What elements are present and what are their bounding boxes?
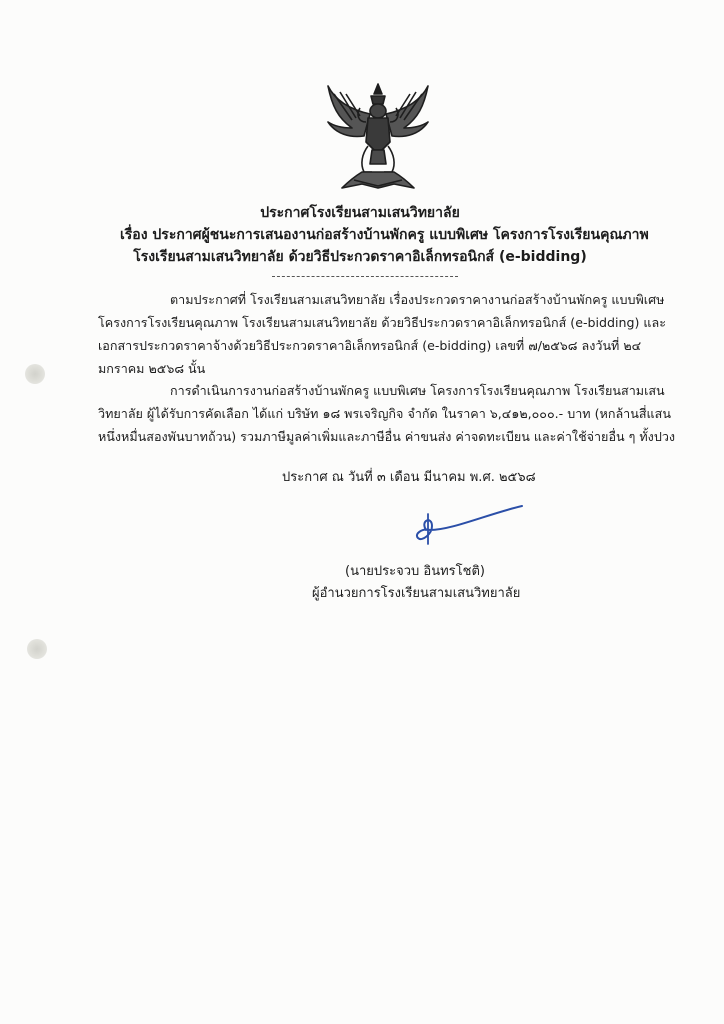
announcement-date: ประกาศ ณ วันที่ ๓ เดือน มีนาคม พ.ศ. ๒๕๖๘ — [282, 470, 536, 485]
paragraph1-line1: ตามประกาศที่ โรงเรียนสามเสนวิทยาลัย เรื่องประกวดราคางานก่อสร้างบ้านพักครู แบบพิเศษ — [170, 292, 665, 307]
binder-hole — [25, 364, 45, 384]
paragraph2-line3: หนึ่งหมื่นสองพันบาทถ้วน) รวมภาษีมูลค่าเพิ่มและภาษีอื่น ค่าขนส่ง ค่าจดทะเบียน และค่าใช้จ่ายอื่น ๆ ทั้งปวง — [98, 429, 676, 444]
paragraph1-line4: มกราคม ๒๕๖๘ นั้น — [98, 361, 206, 376]
binder-hole — [27, 639, 47, 659]
paragraph2-line1: การดำเนินการงานก่อสร้างบ้านพักครู แบบพิเศษ โครงการโรงเรียนคุณภาพ โรงเรียนสามเสน — [170, 383, 665, 398]
paragraph1-line3: เอกสารประกวดราคาจ้างด้วยวิธีประกวดราคาอิเล็กทรอนิกส์ (e-bidding) เลขที่ ๗/๒๕๖๘ ลงวันที่ ๒๔ — [98, 338, 642, 353]
announcement-subject-cont: โรงเรียนสามเสนวิทยาลัย ด้วยวิธีประกวดราคาอิเล็กทรอนิกส์ (e-bidding) — [133, 249, 587, 265]
handwritten-signature — [392, 500, 526, 548]
paragraph1-line2: โครงการโรงเรียนคุณภาพ โรงเรียนสามเสนวิทยาลัย ด้วยวิธีประกวดราคาอิเล็กทรอนิกส์ (e-bidding) และ — [98, 315, 666, 330]
announcement-subject: เรื่อง ประกาศผู้ชนะการเสนองานก่อสร้างบ้านพักครู แบบพิเศษ โครงการโรงเรียนคุณภาพ — [120, 227, 649, 243]
paragraph2-line2: วิทยาลัย ผู้ได้รับการคัดเลือก ได้แก่ บริษัท ๑๘ พรเจริญกิจ จำกัด ในราคา ๖,๔๑๒,๐๐๐.- บาท (หกล้านสี่แสน — [98, 406, 671, 421]
announcement-title: ประกาศโรงเรียนสามเสนวิทยาลัย — [260, 205, 460, 221]
signer-position: ผู้อำนวยการโรงเรียนสามเสนวิทยาลัย — [312, 586, 521, 601]
garuda-emblem-icon — [322, 80, 434, 190]
title-divider — [272, 276, 458, 277]
signer-name: (นายประจวบ อินทรโชติ) — [345, 564, 485, 579]
